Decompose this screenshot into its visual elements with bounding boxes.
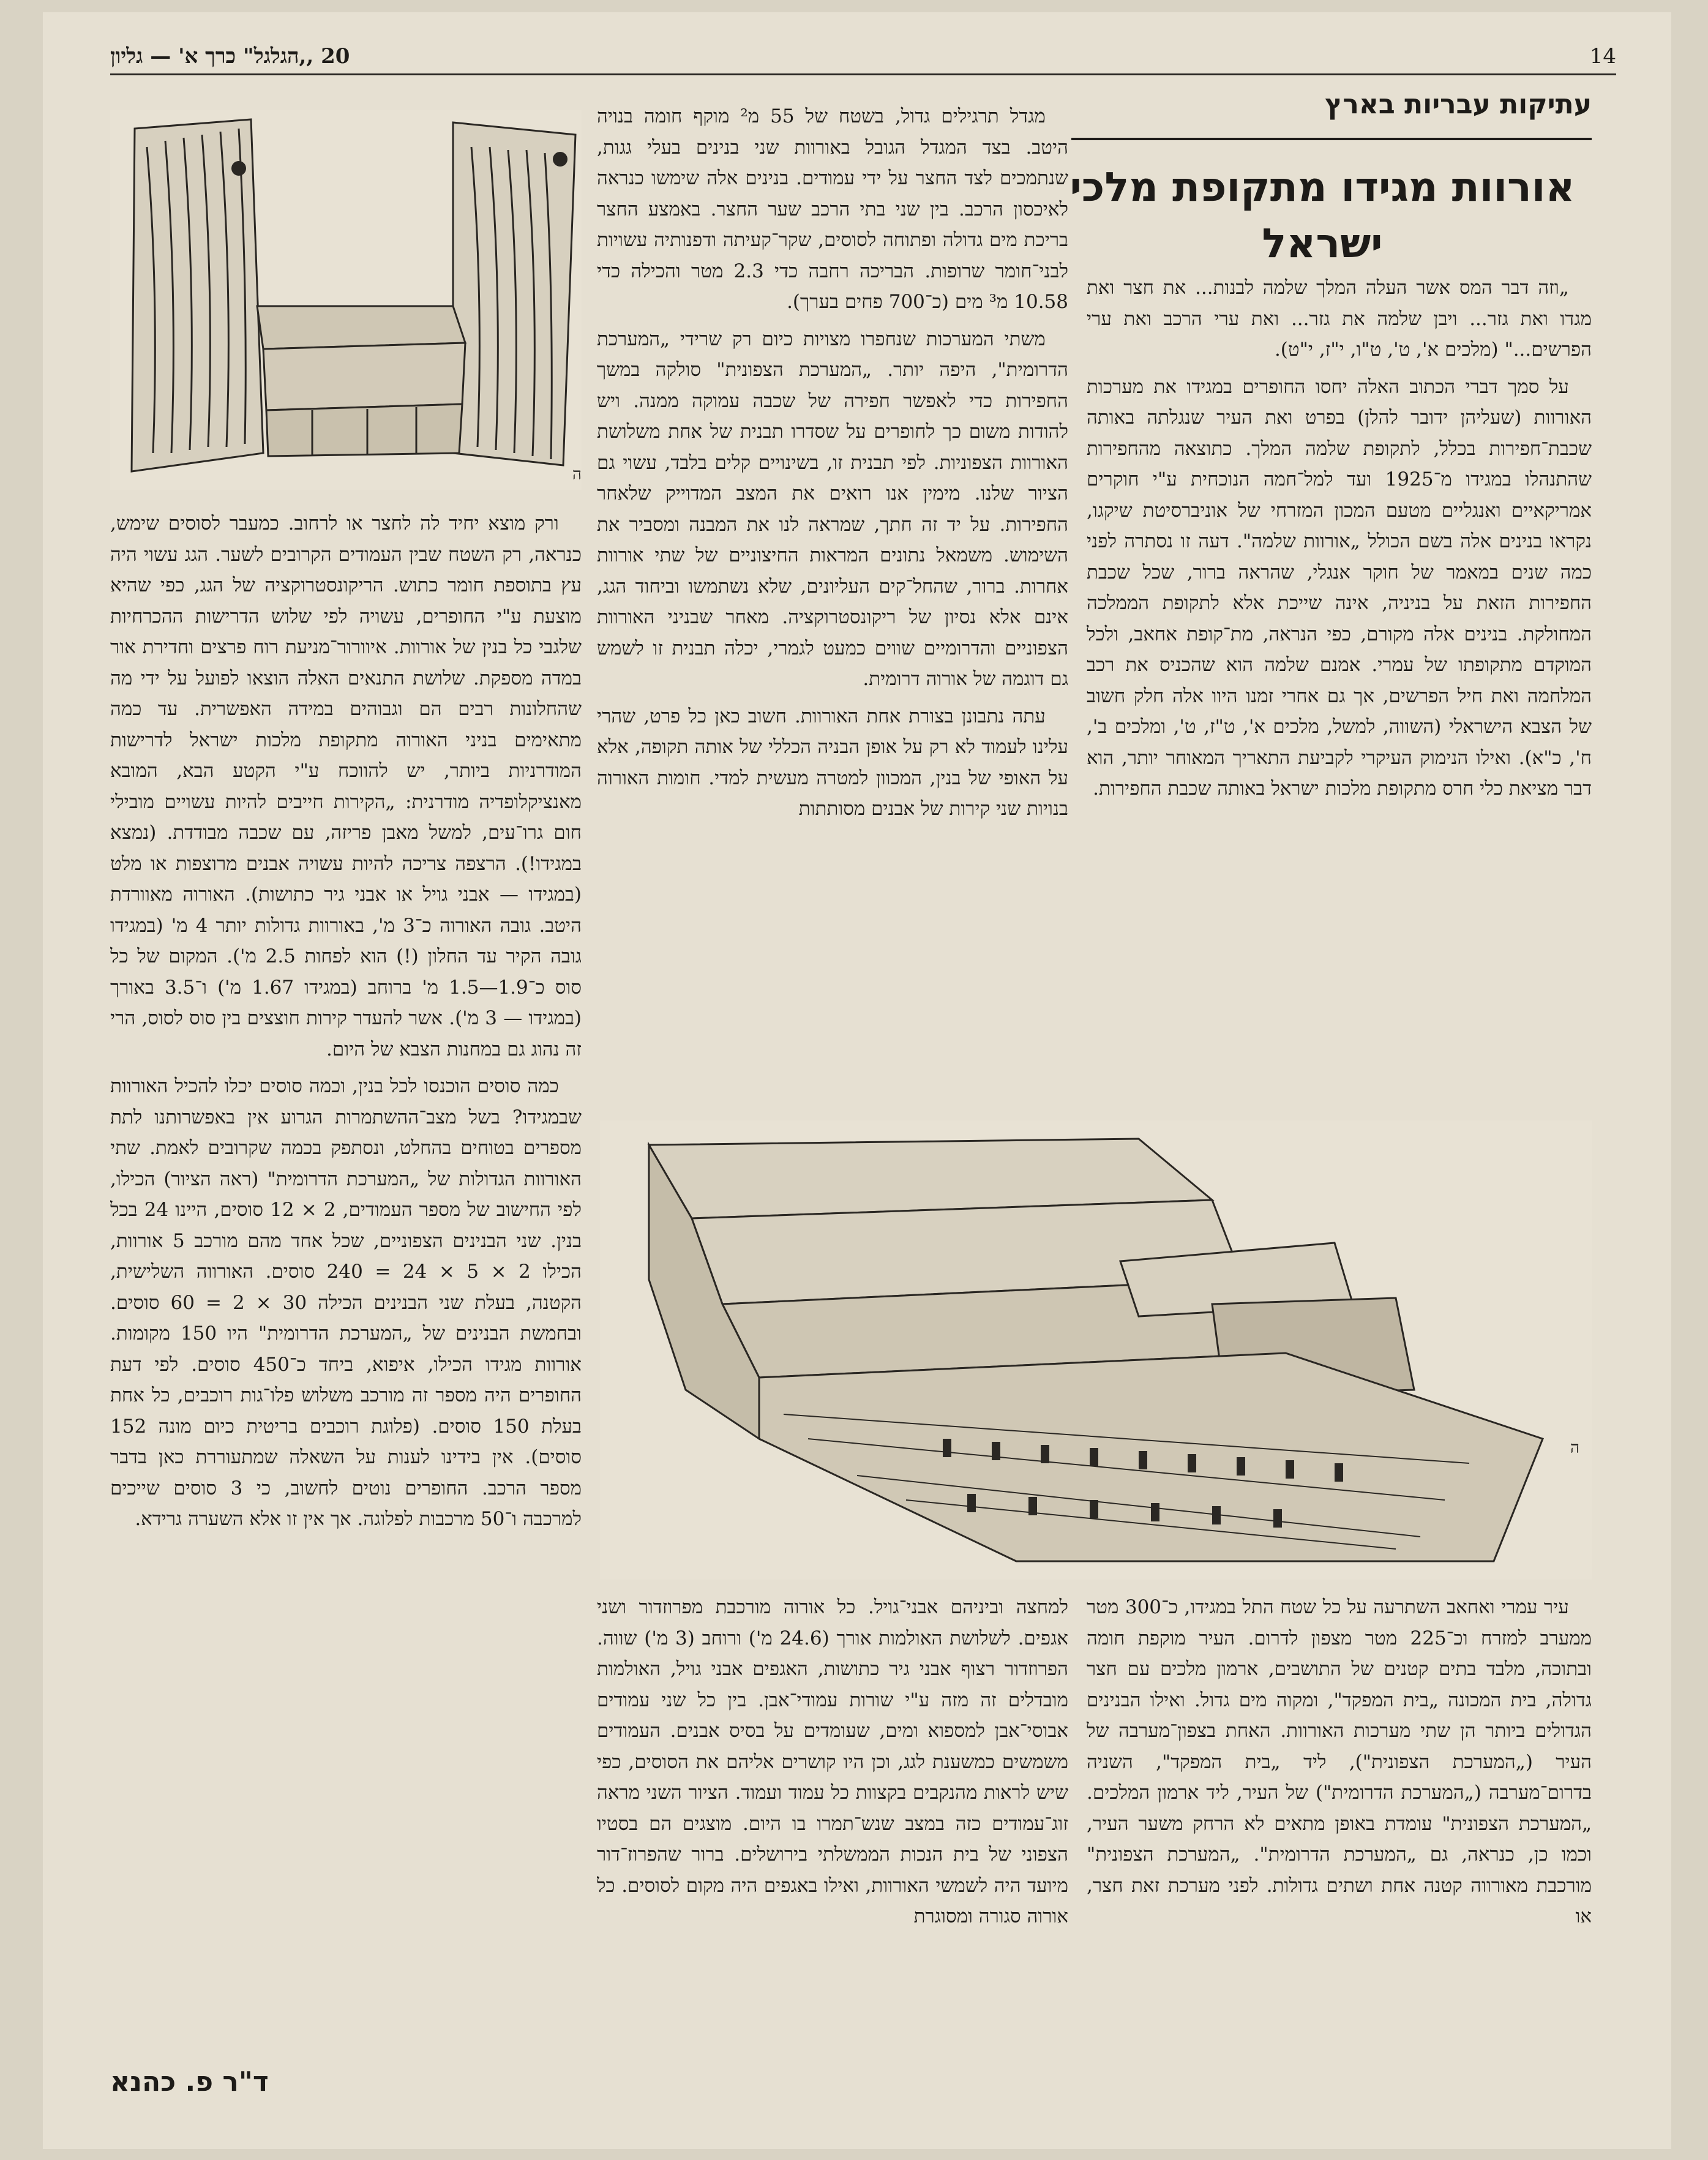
author-signature: ד"ר פ. כהנא (110, 2066, 269, 2098)
paragraph: עתה נתבונן בצורת אחת האורוות. חשוב כאן כל פרט, שהרי עלינו לעמוד לא רק על אופן הבניה הכללי של אותה תקופה, אלא על האופי של בנין, המכוון למטרה מעשית למדי. חומות האורוה בנויות שני קירות של אבנים מסותתות (597, 705, 1068, 820)
figure-caption-letter: ה (572, 465, 582, 484)
newspaper-page (43, 12, 1671, 2149)
issue-info: 20 ,,הגלגל" כרך א' — גליון (110, 44, 350, 69)
column-left (110, 508, 582, 2057)
section-label: עתיקות עבריות בארץ (1071, 89, 1592, 140)
paragraph: משתי המערכות שנחפרו מצויות כיום רק שרידי „המערכת הדרומית", היפה יותר. „המערכת הצפונית" סולקה במשך החפירות כדי לאפשר חפירה של שכבה עמוקה ממנה. ויש להודות משום כך לחופרים על שסדרו תבנית של אחת משלושת האורוות הצפוניות. לפי תבנית זו, בשינויים קלים בלבד, עשוי גם הציור שלנו. מימין אנו רואים את המצב המדוייק שלאחר החפירות. על יד זה חתך, שמראה לנו את המבנה ומסביר את השימוש. משמאל נתונים המראות החיצוניים של שתי אורוות אחרות. ברור, שהחל־קים העליונים, שלא נשתמשו וביחוד הגג, אינם אלא נסיון של ריקונסטרוקציה. מאחר שבניני האורוות הצפוניים והדרומיים שווים כמעט לגמרי, יכלה תבנית זו לשמש גם דוגמה של אורוה דרומית. (597, 328, 1068, 690)
page-number: 14 (1589, 44, 1616, 69)
figure-caption-letter: ה (1570, 1439, 1579, 1457)
paragraph: ורק מוצא יחיד לה לחצר או לרחוב. כמעבר לסוסים שימש, כנראה, רק השטח שבין העמודים הקרובים לשער. הגג עשוי היה עץ בתוספת חומר כתוש. הריקונסטרוקציה של הגג, כפי שהיא מוצעת ע"י החופרים, עשויה לפי שלוש הדרישות ההכרחיות שלגבי כל בנין של אורוות. איוורור־מניעת רוח פרצים וחדירת אור במדה מספקת. שלושת התנאים האלה הוצאו לפועל על ידי מה שהחלונות רבים הם וגבוהים במידה האפשרית. עד כמה מתאימים בניני האורוה מתקופת מלכות ישראל לדרישות המודרניות ביותר, יש להווכח ע"י הקטע הבא, המובא מאנציקלופדיה מודרנית: „הקירות חייבים להיות עשויים מובילי חום גרו־עים, למשל מאבן פריזה, עם שכבה מבודדת. (נמצא במגידו!). הרצפה צריכה להיות עשויה אבנים מרוצפות או מלט (במגידו — אבני גויל או אבני גיר כתושות). האורוה מאוורדת היטב. גובה האורוה כ־3 מ', באורוות גדולות יותר 4 מ' (במגידו גובה הקיר עד החלון (!) הוא לפחות 2.5 מ'). המקום של כל סוס כ־1.9—1.5 מ' ברוחב (במגידו 1.67 מ') ו־3.5 באורך (במגידו — 3 מ'). אשר להעדר קירות חוצצים בין סוס לסוס, הרי זה נהוג גם במחנות הצבא של היום. (110, 512, 582, 1060)
stables-illustration (600, 1120, 1592, 1580)
trough-drawing (110, 110, 582, 490)
column-right-top (1087, 272, 1592, 1127)
page-header (110, 31, 1616, 75)
paragraph: כמה סוסים הוכנסו לכל בנין, וכמה סוסים יכלו להכיל האורוות שבמגידו? בשל מצב־ההשתמרות הגרוע אין באפשרותנו לתת מספרים בטוחים בהחלט, ונסתפק בכמה שקרובים לאמת. שתי האורוות הגדולות של „המערכת הדרומית" (ראה הציור) הכילו, לפי החישוב של מספר העמודים, 2 × 12 סוסים, היינו 24 בכל בנין. שני הבנינים הצפוניים, שכל אחד מהם מורכב 5 אורוות, הכילו 2 × 5 × 24 = 240 סוסים. האורווה השלישית, הקטנה, בעלת שני הבנינים הכילה 30 × 2 = 60 סוסים. ובחמשת הבנינים של „המערכת הדרומית" היו 150 מקומות. אורוות מגידו הכילו, איפוא, ביחד כ־450 סוסים. לפי דעת החופרים היה מספר זה מורכב משלוש פלו־גות רוכבים, כל אחת בעלת 150 סוסים. (פלוגת רוכבים בריטית כיום מונה 152 סוסים). אין בידינו לענות על השאלה שמתעוררת כאן בדבר מספר הרכב. החופרים נוטים לחשוב, כי 3 סוסים שייכים למרכבה ו־50 מרכבות לפלוגה. אך אין זו אלא השערה גרידא. (110, 1075, 582, 1530)
column-middle-top (597, 101, 1068, 1114)
column-right-bottom (1087, 1592, 1592, 2131)
paragraph: מגדל תרגילים גדול, בשטח של 55 מ² מוקף חומה בנויה היטב. בצד המגדל הגובל באורוות שני בנינים בעלי גגות, שנתמכים לצד החצר על ידי עמודים. בנינים אלה שימשו כנראה לאיכסון הרכב. בין שני בתי הרכב שער החצר. באמצע החצר בריכת מים גדולה ופתוחה לסוסים, שקר־קעיתה ודפנותיה עשויות לבני־חומר שרופות. הבריכה רחבה כדי 2.3 מטר והכילה כדי 10.58 מ³ מים (כ־700 פחים בערך). (597, 105, 1068, 313)
paragraph: למחצה וביניהם אבני־גויל. כל אורוה מורכבת מפרוזדור ושני אגפים. לשלושת האולמות אורך (24.6 מ') ורוחב (3 מ') שווה. הפרוזדור רצוף אבני גיר כתושות, האגפים אבני גויל, האולמות מובדלים זה מזה ע"י שורות עמודי־אבן. בין כל שני עמודים אבוסי־אבן למספוא ומים, שעומדים על בסיס אבנים. העמודים משמשים כמשענת לגג, וכן היו קושרים אליהם את הסוסים, כפי שיש לראות מהנקבים בקצוות כל עמוד ועמוד. הציור השני מראה זוג־עמודים כזה במצב שנש־תמרו בו היום. מוצגים הם בסטיו הצפוני של בית הנכות הממשלתי בירושלים. ברור שהפרוז־דור מיועד היה לשמשי האורוות, ואילו באגפים היה מקום לסוסים. כל אורוה סגורה ומסוגרת (597, 1596, 1068, 1927)
trough-illustration (110, 110, 582, 490)
stables-drawing (600, 1120, 1592, 1580)
paragraph: עיר עמרי ואחאב השתרעה על כל שטח התל במגידו, כ־300 מטר ממערב למזרח וכ־225 מטר מצפון לדרום. העיר מוקפת חומה ובתוכה, מלבד בתים קטנים של התושבים, ארמון מלכים עם חצר גדולה, בית המכונה „בית המפקד", ומקוה מים גדול. ואילו הבנינים הגדולים ביותר הן שתי מערכות האורוות. האחת בצפון־מערבה של העיר („המערכת הצפונית"), ליד „בית המפקד", השניה בדרום־מערבה („המערכת הדרומית") של העיר, ליד ארמון המלכים. „המערכת הצפונית" עומדת באופן מתאים לא הרחק משער העיר, וכמו כן, כנראה, גם „המערכת הדרומית". „המערכת הצפונית" מורכבת מאורווה קטנה אחת ושתים גדולות. לפני מערכת זאת חצר, או (1087, 1596, 1592, 1927)
paragraph: על סמך דברי הכתוב האלה יחסו החופרים במגידו את מערכות האורוות (שעליהן ידובר להלן) בפרט ואת העיר שנגלתה באותה שכבת־חפירות בכלל, לתקופת שלמה המלך. כתוצאה מהחפירות שהתנהלו במגידו מ־1925 ועד למל־חמה הנוכחית ע"י חוקרים אמריקאיים ואנגליים מטעם המכון המזרחי של אוניברסיטת שיקגו, נקראו בנינים אלה בשם הכולל „אורוות שלמה". דעה זו נסתרה לפני כמה שנים במאמר של חוקר אנגלי, שהראה ברור, שכל שכבת החפירות הזאת על בניניה, אינה שייכת אלא לתקופת הממלכה המחולקת. בנינים אלה מקורם, כפי הנראה, מת־קופת אחאב, ולכל המוקדם מתקופתו של עמרי. אמנם שלמה הוא שהכניס את רכב המלחמה ואת חיל הפרשים, אך גם אחרי זמנו היוו אלה חלק חשוב של הצבא הישראלי (השווה, למשל, מלכים א', ט"ז, ט', ומלכים ב', ח', כ"א). ואילו הנימוק העיקרי לקביעת התאריך המאוחר יותר, הוא דבר מציאת כלי חרס מתקופת מלכות ישראל באותה שכבת החפירות. (1087, 375, 1592, 800)
article-title: אורוות מגידו מתקופת מלכי ישראל (1069, 163, 1575, 267)
column-middle-bottom (597, 1592, 1068, 2131)
paragraph: „וזה דבר המס אשר העלה המלך שלמה לבנות... את חצר ואת מגדו ואת גזר... ויבן שלמה את גזר... ואת ערי הרכב ואת ערי הפרשים..." (מלכים א', ט', ט"ו, י"ז, י"ט). (1087, 277, 1592, 361)
